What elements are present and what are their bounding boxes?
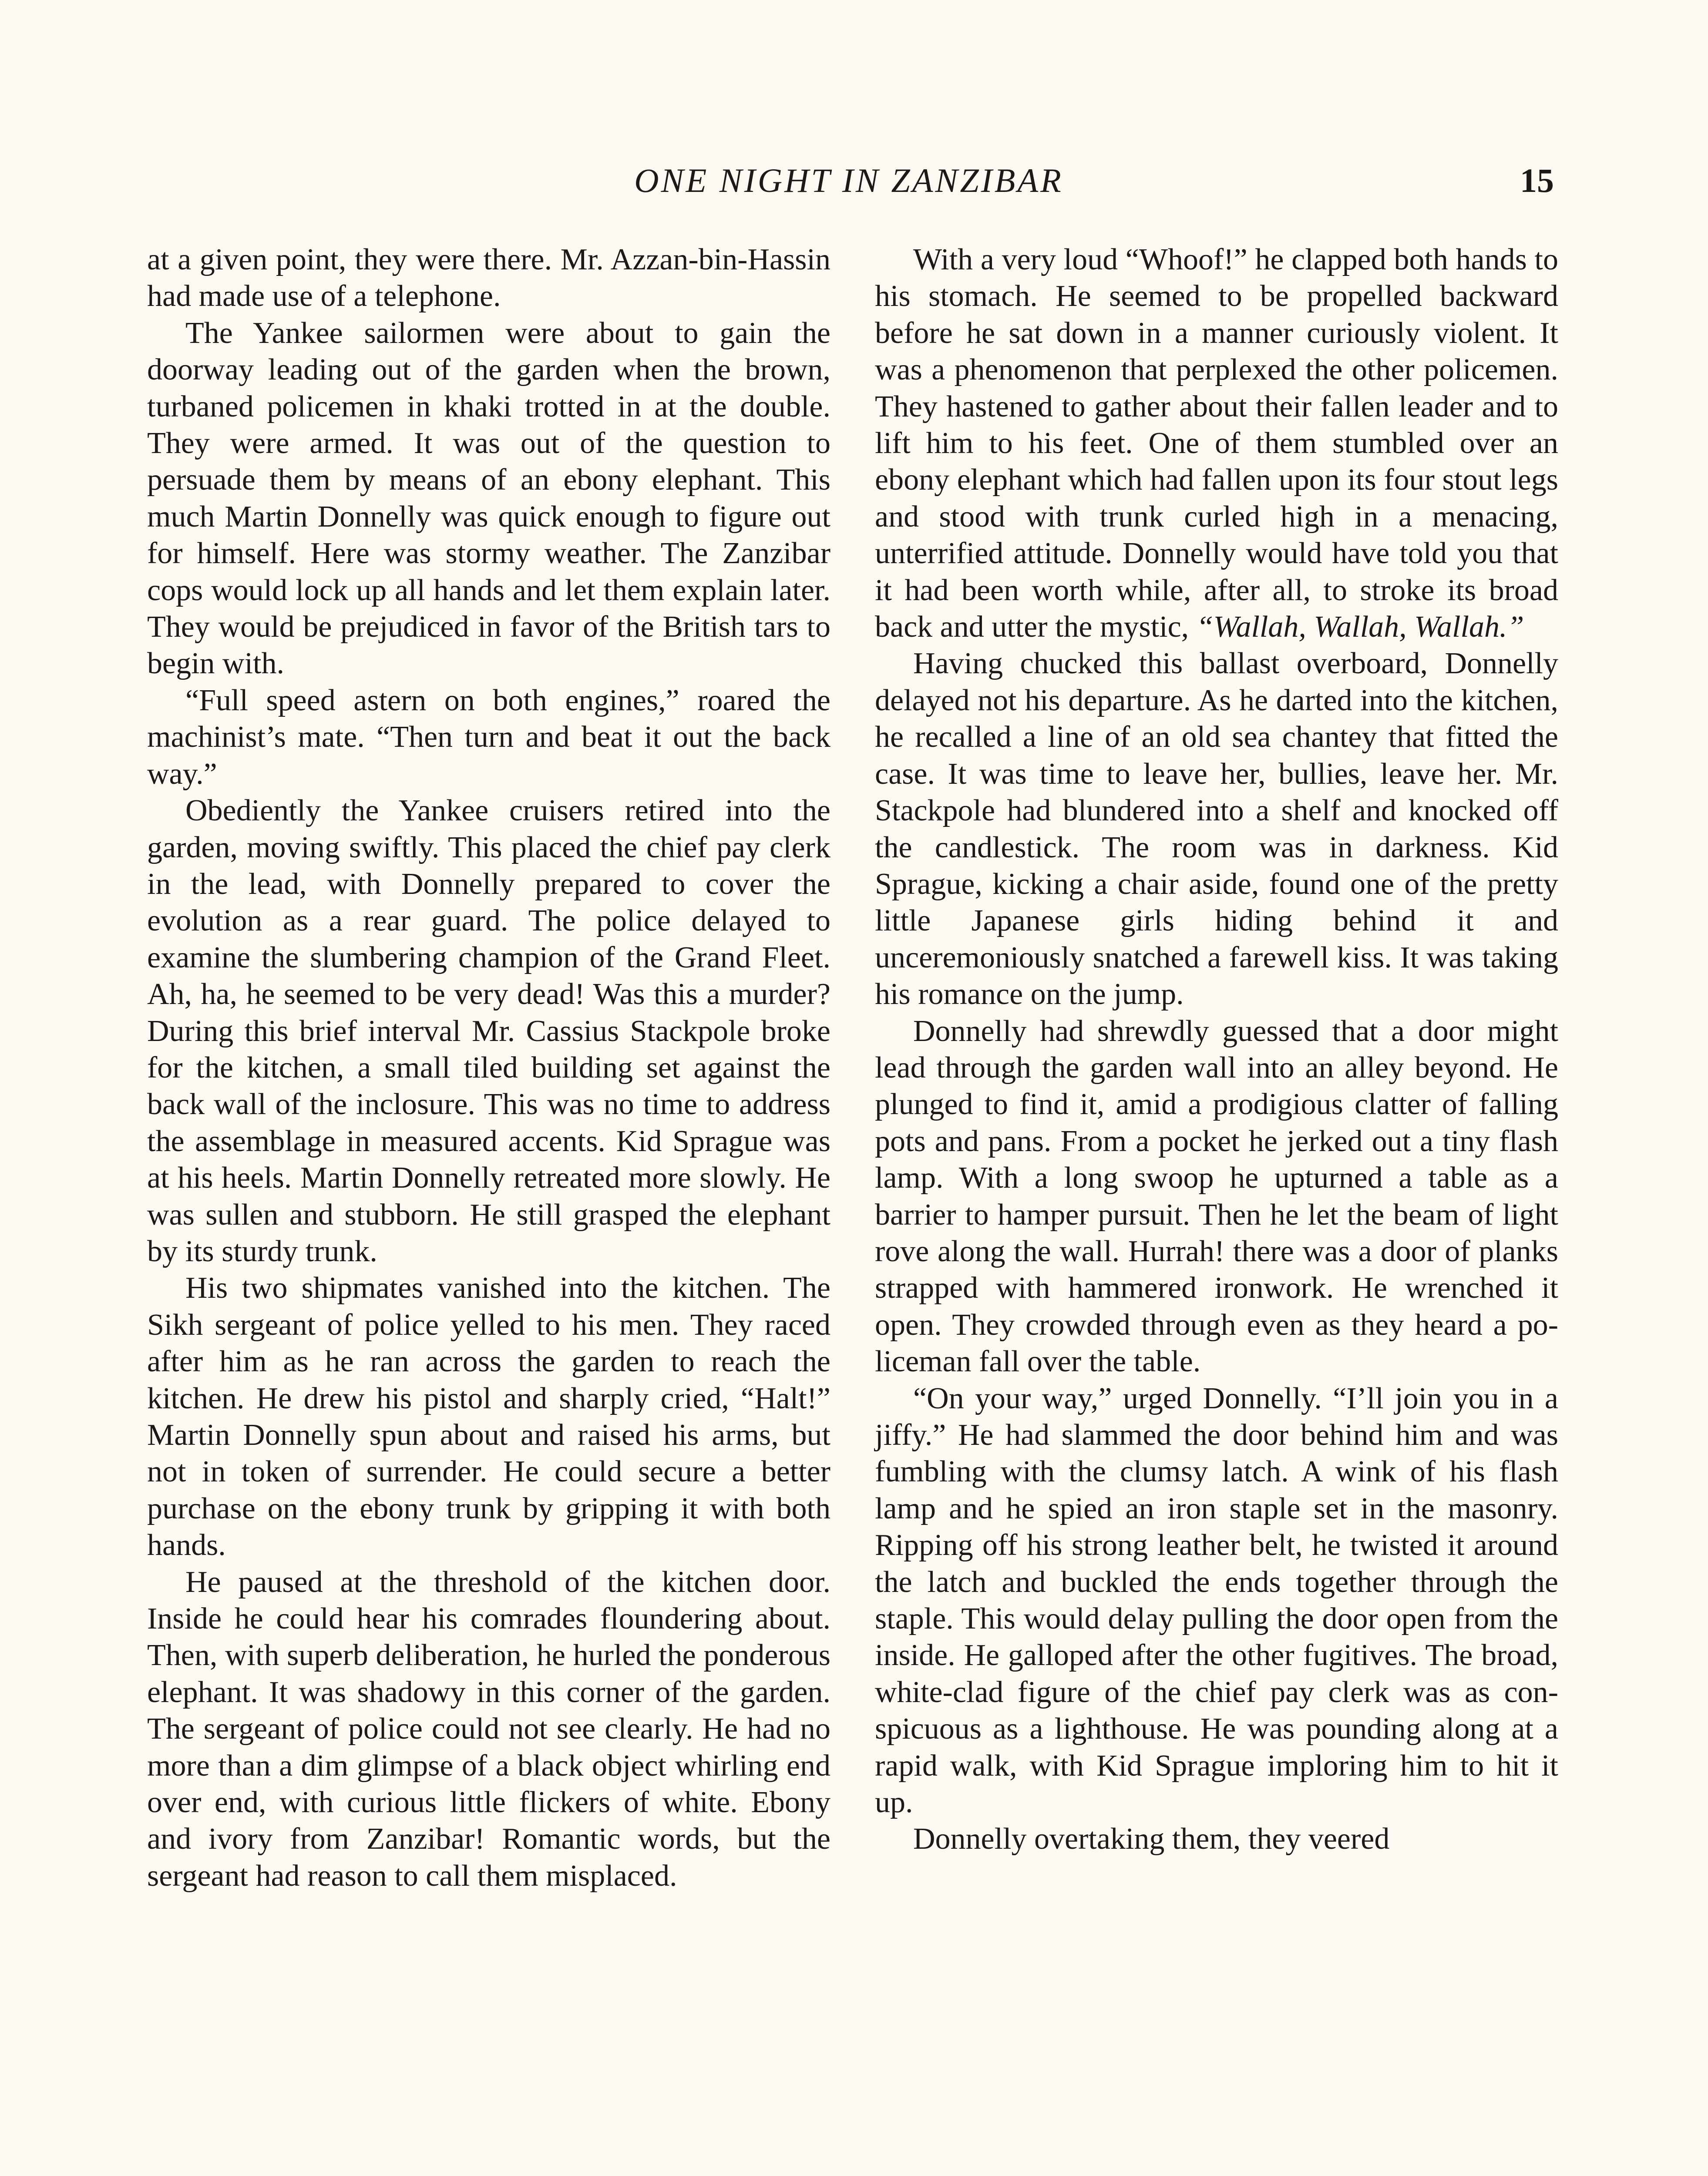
paragraph: He paused at the threshold of the kitchen door. Inside he could hear his comrades floundering about. Then, with superb deliberation, he hurled the ponderous elephant. It was shadowy in this corner of the garden. The sergeant of police could not see clearly. He had no more than a dim glimpse of a black object whirling end over end, with curious little flickers of white. Ebony and ivory from Zanzibar! Romantic words, but the sergeant had reason to call them misplaced. [147,1565,830,1893]
page-number: 15 [1520,161,1554,199]
paragraph: Having chucked this ballast overboard, Donnelly delayed not his departure. As he darted into the kitchen, he recalled a line of an old sea chantey that fitted the case. It was time to leave her, bullies, leave her. Mr. Stackpole had blundered into a shelf and knocked off the candlestick. The room was in darkness. Kid Sprague, kicking a chair aside, found one of the pretty little Japanese girls hiding behind it and unceremoniously snatched a farewell kiss. It was taking his romance on the jump. [875,647,1558,1011]
paragraph: Donnelly overtaking them, they veered [913,1822,1390,1856]
running-head [144,157,1554,205]
italic-phrase: “Wallah, Wallah, Wallah.” [1196,610,1524,644]
paragraph: Donnelly had shrewdly guessed that a door might lead through the garden wall into an alley beyond. He plunged to find it, amid a prodigious clatter of falling pots and pans. From a pocket he jerked out a tiny flash lamp. With a long swoop he upturned a table as a barrier to hamper pursuit. Then he let the beam of light rove along the wall. Hurrah! there was a door of planks strapped with hammered ironwork. He wrenched it open. They crowded through even as they heard a policeman fall over the table. [875,1014,1558,1379]
paragraph: “On your way,” urged Donnelly. “I’ll join you in a jiffy.” He had slammed the door behind him and was fumbling with the clumsy latch. A wink of his flash lamp and he spied an iron staple set in the masonry. Ripping off his strong leather belt, he twisted it around the latch and buckled the ends together through the staple. This would delay pulling the door open from the inside. He galloped after the other fugitives. The broad, white-clad figure of the chief pay clerk was as conspicuous as a lighthouse. He was pounding along at a rapid walk, with Kid Sprague imploring him to hit it up. [875,1381,1558,1820]
paragraph: The Yankee sailormen were about to gain the doorway leading out of the garden when the brown, turbaned policemen in khaki trotted in at the double. They were armed. It was out of the question to persuade them by means of an ebony elephant. This much Martin Donnelly was quick enough to figure out for himself. Here was stormy weather. The Zanzibar cops would lock up all hands and let them explain later. They would be prejudiced in favor of the British tars to begin with. [147,316,830,681]
paragraph [875,242,1558,645]
paragraph: His two shipmates vanished into the kitchen. The Sikh sergeant of police yelled to his men. They raced after him as he ran across the garden to reach the kitchen. He drew his pistol and sharply cried, “Halt!” Martin Donnelly spun about and raised his arms, but not in token of surrender. He could secure a better purchase on the ebony trunk by gripping it with both hands. [147,1271,830,1562]
right-text-column [875,242,1558,1858]
paragraph: at a given point, they were there. Mr. Azzan-bin-Hassin had made use of a telephone. [147,243,830,313]
running-title: ONE NIGHT IN ZANZIBAR [634,161,1063,199]
left-text-column [147,242,830,1894]
paragraph: Obediently the Yankee cruisers retired into the garden, moving swiftly. This placed the chief pay clerk in the lead, with Donnelly prepared to cover the evolution as a rear guard. The police delayed to examine the slumbering champion of the Grand Fleet. Ah, ha, he seemed to be very dead! Was this a murder? During this brief interval Mr. Cassius Stackpole broke for the kitchen, a small tiled building set against the back wall of the inclosure. This was no time to address the assemblage in measured accents. Kid Sprague was at his heels. Martin Donnelly retreated more slowly. He was sullen and stubborn. He still grasped the elephant by its sturdy trunk. [147,794,830,1268]
paragraph: “Full speed astern on both engines,” roared the machinist’s mate. “Then turn and beat it out the back way.” [147,683,830,791]
paragraph-text: With a very loud “Whoof!” he clapped both hands to his stomach. He seemed to be propelled backward before he sat down in a manner curiously violent. It was a phenomenon that perplexed the other policemen. They hastened to gather about their fallen leader and to lift him to his feet. One of them stumbled over an ebony elephant which had fallen upon its four stout legs and stood with trunk curled high in a menacing, unterrified attitude. Donnelly would have told you that it had been worth while, after all, to stroke its broad back and utter the mystic, [875,243,1558,644]
